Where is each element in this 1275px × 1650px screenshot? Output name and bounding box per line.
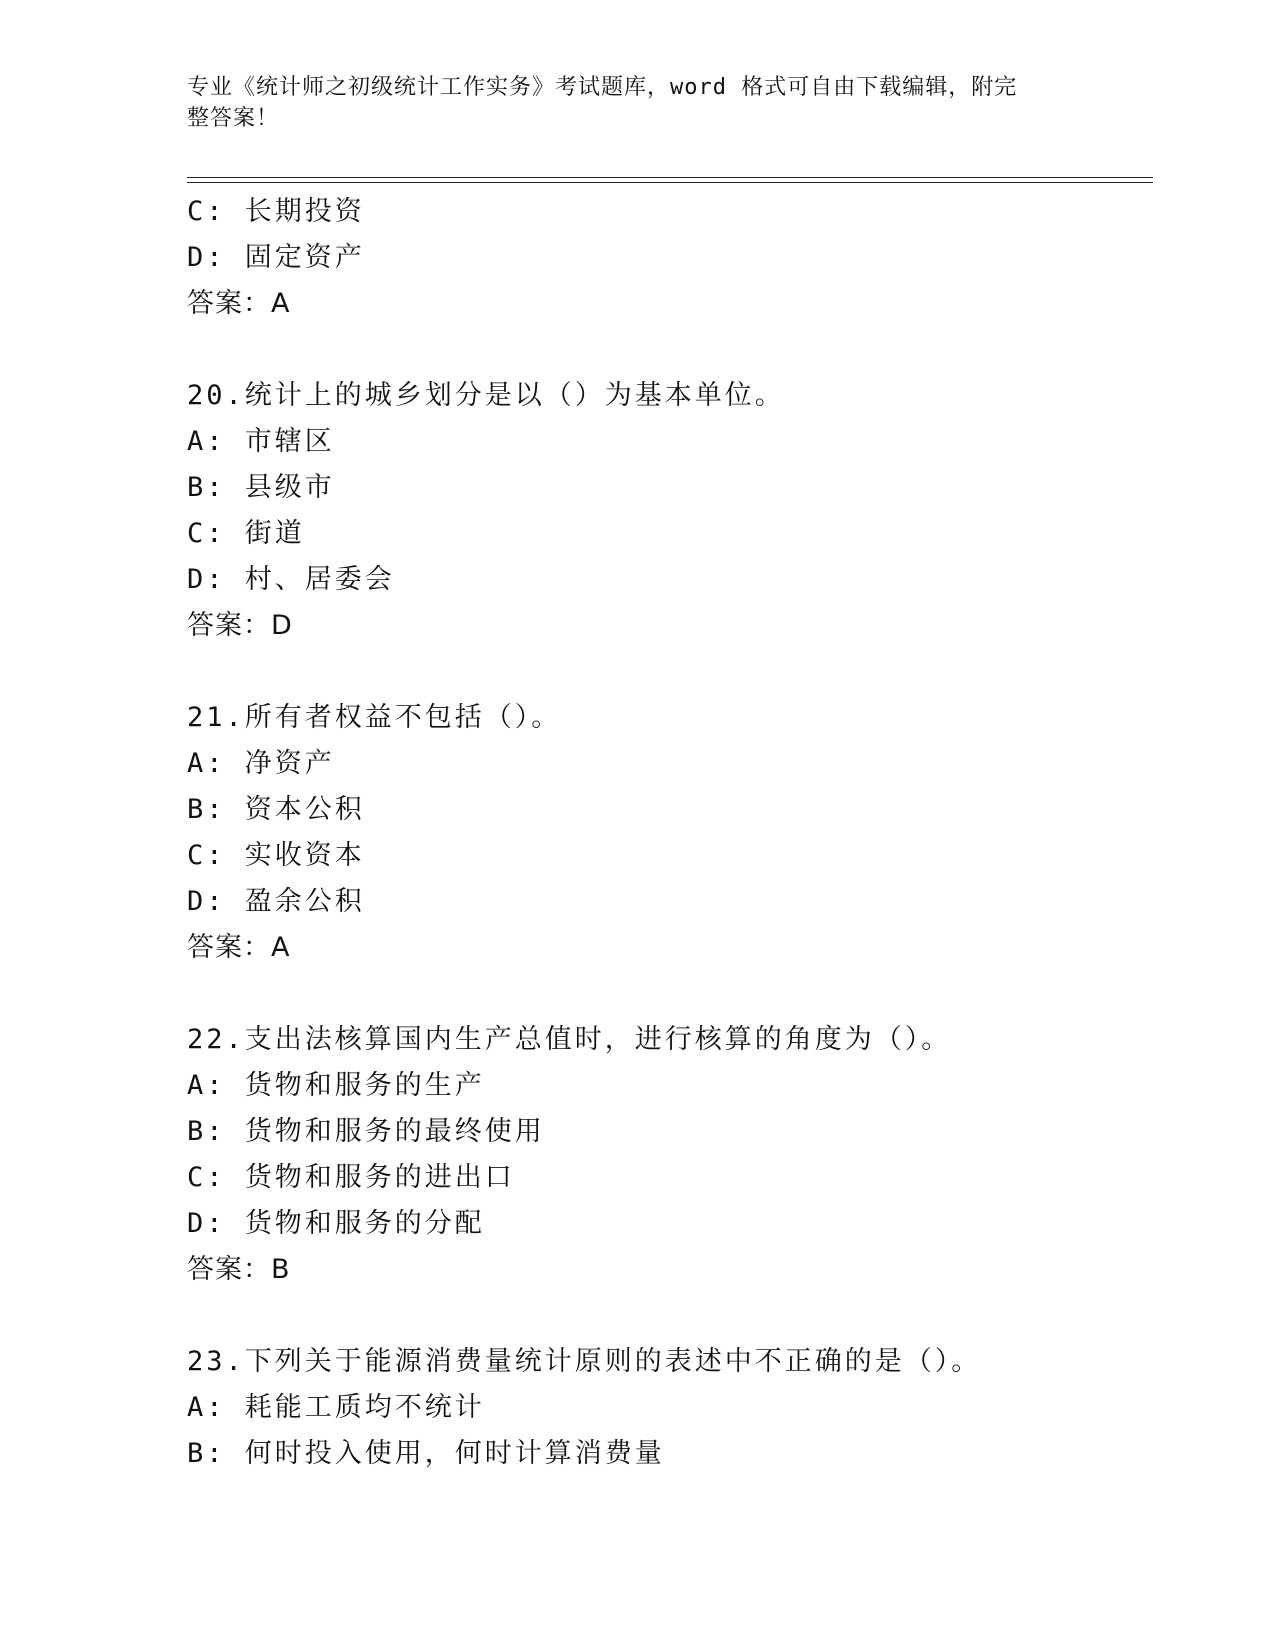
- answer-text: 答案：A: [187, 288, 291, 319]
- question-stem: 20.统计上的城乡划分是以（）为基本单位。: [187, 380, 785, 411]
- option-b: B: 货物和服务的最终使用: [187, 1116, 545, 1147]
- question-block-prev: [187, 189, 1153, 327]
- question-stem: 21.所有者权益不包括（）。: [187, 702, 562, 733]
- question-stem: 22.支出法核算国内生产总值时，进行核算的角度为（）。: [187, 1024, 952, 1055]
- option-c: C: 长期投资: [187, 196, 365, 227]
- option-c: C: 货物和服务的进出口: [187, 1162, 515, 1193]
- option-a: A: 市辖区: [187, 426, 335, 457]
- option-d: D: 货物和服务的分配: [187, 1208, 485, 1239]
- spacer: [187, 327, 1153, 373]
- document-header: [187, 72, 1067, 134]
- answer-text: 答案：B: [187, 1254, 291, 1285]
- option-b: B: 县级市: [187, 472, 335, 503]
- spacer: [187, 649, 1153, 695]
- question-block-22: [187, 1017, 1153, 1293]
- header-divider-bottom: [187, 182, 1153, 183]
- option-a: A: 净资产: [187, 748, 335, 779]
- option-a: A: 货物和服务的生产: [187, 1070, 485, 1101]
- answer-text: 答案：A: [187, 932, 291, 963]
- spacer: [187, 971, 1153, 1017]
- question-list: [187, 189, 1153, 1477]
- option-d: D: 村、居委会: [187, 564, 395, 595]
- question-stem: 23.下列关于能源消费量统计原则的表述中不正确的是（）。: [187, 1346, 982, 1377]
- spacer: [187, 1293, 1153, 1339]
- option-c: C: 街道: [187, 518, 305, 549]
- question-block-20: [187, 373, 1153, 649]
- option-b: B: 何时投入使用，何时计算消费量: [187, 1438, 665, 1469]
- header-line-2: 整答案！: [187, 106, 280, 131]
- option-b: B: 资本公积: [187, 794, 365, 825]
- question-block-23: [187, 1339, 1153, 1477]
- header-divider-top: [187, 177, 1153, 178]
- option-d: D: 固定资产: [187, 242, 365, 273]
- option-c: C: 实收资本: [187, 840, 365, 871]
- header-line-1: 专业《统计师之初级统计工作实务》考试题库，word 格式可自由下载编辑，附完: [187, 75, 1018, 100]
- answer-text: 答案：D: [187, 610, 293, 641]
- question-block-21: [187, 695, 1153, 971]
- option-a: A: 耗能工质均不统计: [187, 1392, 485, 1423]
- option-d: D: 盈余公积: [187, 886, 365, 917]
